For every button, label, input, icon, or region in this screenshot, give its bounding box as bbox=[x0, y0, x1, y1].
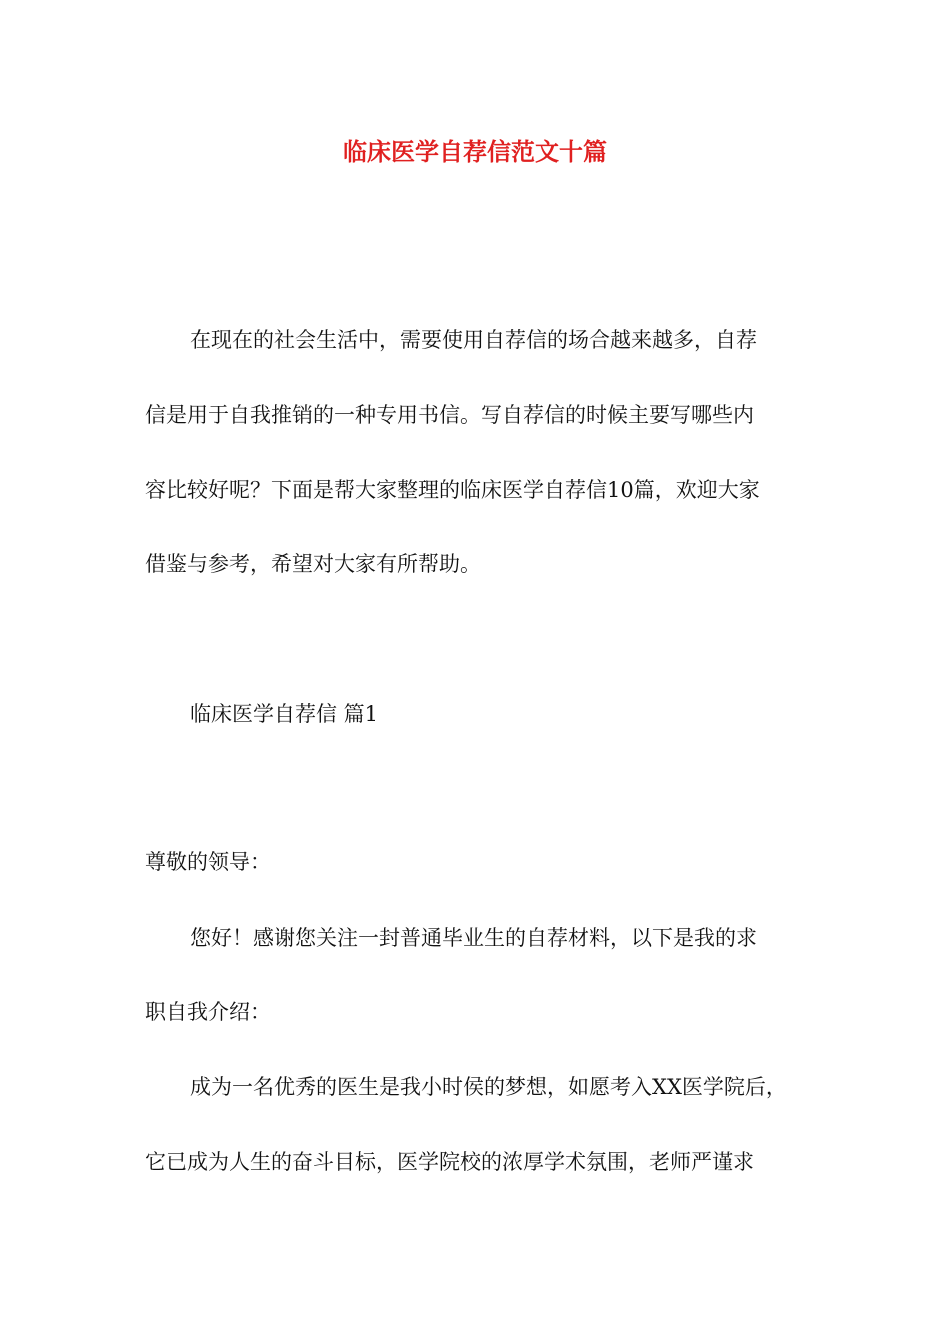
paragraph2-line-1: 成为一名优秀的医生是我小时侯的梦想，如愿考入XX医学院后， bbox=[190, 1075, 787, 1099]
salutation: 尊敬的领导： bbox=[145, 850, 271, 874]
intro-line-3: 容比较好呢？下面是帮大家整理的临床医学自荐信10篇，欢迎大家 bbox=[145, 478, 760, 502]
document-title: 临床医学自荐信范文十篇 bbox=[343, 137, 607, 166]
intro-line-1: 在现在的社会生活中，需要使用自荐信的场合越来越多，自荐 bbox=[190, 328, 757, 352]
paragraph1-line-1: 您好！感谢您关注一封普通毕业生的自荐材料，以下是我的求 bbox=[190, 926, 757, 950]
intro-line-4: 借鉴与参考，希望对大家有所帮助。 bbox=[145, 552, 481, 576]
intro-line-2: 信是用于自我推销的一种专用书信。写自荐信的时候主要写哪些内 bbox=[145, 403, 754, 427]
paragraph1-line-2: 职自我介绍： bbox=[145, 1000, 271, 1024]
section-heading: 临床医学自荐信 篇1 bbox=[190, 702, 379, 726]
paragraph2-line-2: 它已成为人生的奋斗目标，医学院校的浓厚学术氛围，老师严谨求 bbox=[145, 1150, 754, 1174]
